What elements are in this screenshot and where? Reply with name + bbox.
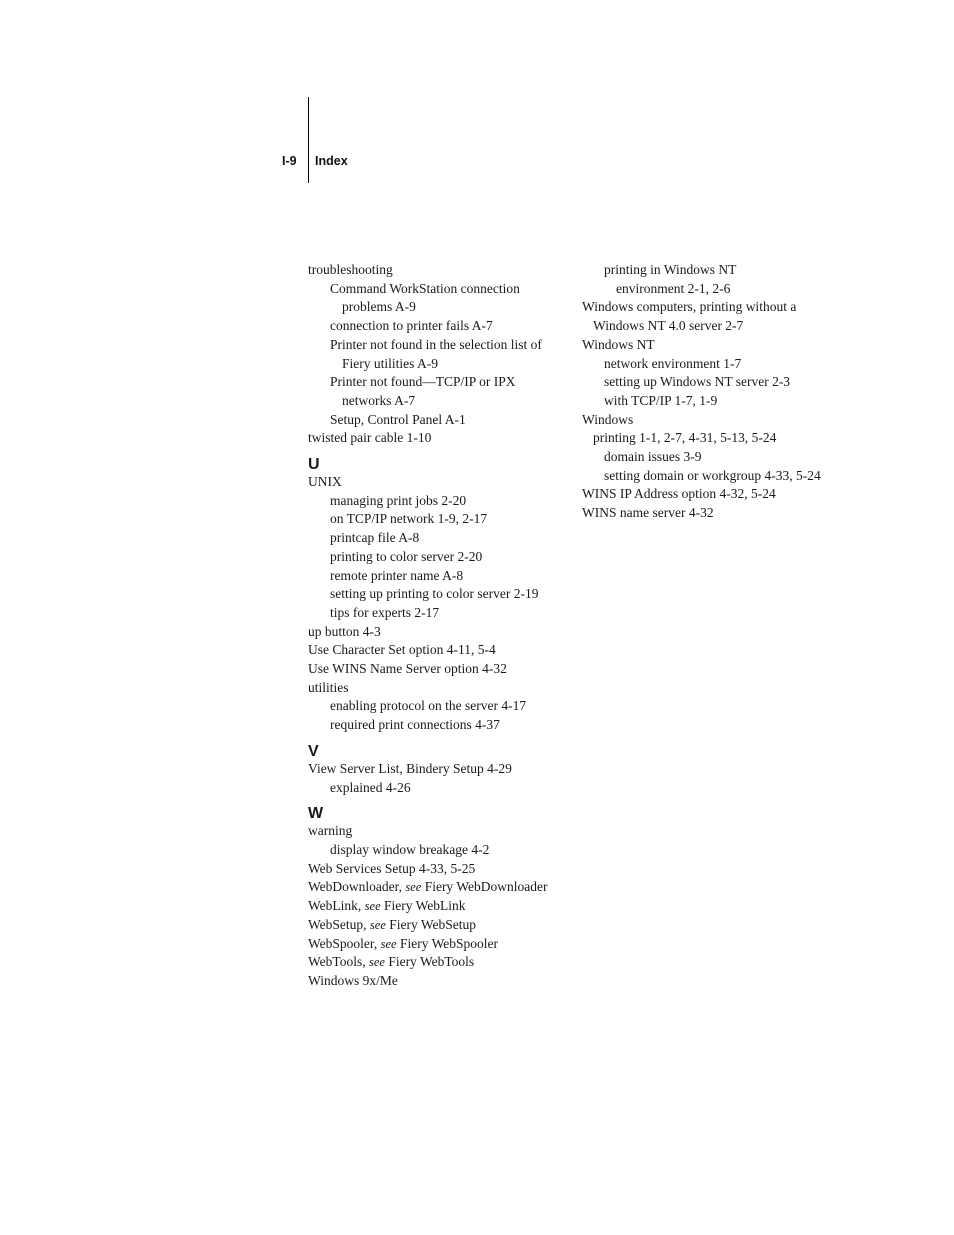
index-subentry: on TCP/IP network 1-9, 2-17 <box>330 511 488 527</box>
index-entry: Use WINS Name Server option 4-32 <box>308 661 507 677</box>
index-subentry: Printer not found in the selection list of <box>330 336 542 352</box>
index-subentry: tips for experts 2-17 <box>330 604 440 620</box>
index-subentry: enabling protocol on the server 4-17 <box>330 698 527 714</box>
index-entry-term: WebSetup, <box>308 916 370 932</box>
index-subentry: Setup, Control Panel A-1 <box>330 411 466 427</box>
index-subentry: printing in Windows NT <box>604 262 737 277</box>
index-entry <box>308 878 568 897</box>
index-subentry: problems A-9 <box>342 299 416 315</box>
index-letter-heading: U <box>308 456 320 474</box>
index-subentry: with TCP/IP 1-7, 1-9 <box>604 392 718 408</box>
page-number: I-9 <box>282 154 297 168</box>
index-subentry: printing 1-1, 2-7, 4-31, 5-13, 5-24 <box>593 430 777 446</box>
index-entry: UNIX <box>308 474 342 490</box>
see-reference: see <box>369 917 386 932</box>
see-reference: see <box>364 899 381 914</box>
see-reference: see <box>405 880 422 895</box>
index-subentry: Windows NT 4.0 server 2-7 <box>593 318 744 334</box>
index-entry-target: Fiery WebSetup <box>385 916 477 932</box>
index-subentry: required print connections 4-37 <box>330 717 500 733</box>
index-entry-term: WebTools, <box>308 954 369 970</box>
index-subentry: setting domain or workgroup 4-33, 5-24 <box>604 467 821 483</box>
index-subentry: Fiery utilities A-9 <box>342 355 438 371</box>
index-subentry: networks A-7 <box>342 392 416 408</box>
index-entry <box>308 897 568 916</box>
index-subentry: Printer not found—TCP/IP or IPX <box>330 374 516 390</box>
index-entry: Windows NT <box>582 336 655 352</box>
index-subentry: network environment 1-7 <box>604 355 742 371</box>
index-subentry: printcap file A-8 <box>330 530 420 546</box>
index-subentry: environment 2-1, 2-6 <box>616 280 731 296</box>
index-entry <box>308 935 568 954</box>
index-entry: warning <box>308 823 353 839</box>
index-entry: View Server List, Bindery Setup 4-29 <box>308 760 512 776</box>
index-entry: Windows computers, printing without a <box>582 299 797 315</box>
index-subentry: printing to color server 2-20 <box>330 548 483 564</box>
index-entry: utilities <box>308 679 349 695</box>
section-title: Index <box>315 154 348 168</box>
index-entry-target: Fiery WebSpooler <box>396 935 498 951</box>
index-entry-term: WebSpooler, <box>308 935 381 951</box>
index-column-right <box>582 261 842 523</box>
index-entry: WINS IP Address option 4-32, 5-24 <box>582 486 776 502</box>
index-column-left <box>308 261 568 991</box>
index-entry: Windows 9x/Me <box>308 972 398 988</box>
see-reference: see <box>380 936 397 951</box>
index-entry-target: Fiery WebLink <box>380 898 466 914</box>
index-subentry: Command WorkStation connection <box>330 280 520 296</box>
see-reference: see <box>368 955 385 970</box>
index-subentry: connection to printer fails A-7 <box>330 318 493 334</box>
index-entry: troubleshooting <box>308 262 393 277</box>
index-entry: Web Services Setup 4-33, 5-25 <box>308 860 476 876</box>
index-entry-term: WebLink, <box>308 898 365 914</box>
header-rule <box>308 97 309 183</box>
index-entry <box>308 916 568 935</box>
index-subentry: setting up Windows NT server 2-3 <box>604 374 791 390</box>
index-subentry: remote printer name A-8 <box>330 567 464 583</box>
index-entry: twisted pair cable 1-10 <box>308 430 432 446</box>
index-subentry: setting up printing to color server 2-19 <box>330 586 539 602</box>
index-entry: up button 4-3 <box>308 623 381 639</box>
index-subentry: explained 4-26 <box>330 779 411 795</box>
index-letter-heading: W <box>308 805 324 823</box>
index-entry <box>308 953 568 972</box>
index-subentry: display window breakage 4-2 <box>330 841 490 857</box>
index-entry-term: WebDownloader, <box>308 879 406 895</box>
index-entry-target: Fiery WebDownloader <box>421 879 548 895</box>
index-subentry: domain issues 3-9 <box>604 449 702 465</box>
index-entry: Windows <box>582 411 634 427</box>
index-entry-target: Fiery WebTools <box>384 954 475 970</box>
index-entry: WINS name server 4-32 <box>582 505 714 521</box>
index-subentry: managing print jobs 2-20 <box>330 492 467 508</box>
index-entry: Use Character Set option 4-11, 5-4 <box>308 642 496 658</box>
index-letter-heading: V <box>308 742 319 760</box>
